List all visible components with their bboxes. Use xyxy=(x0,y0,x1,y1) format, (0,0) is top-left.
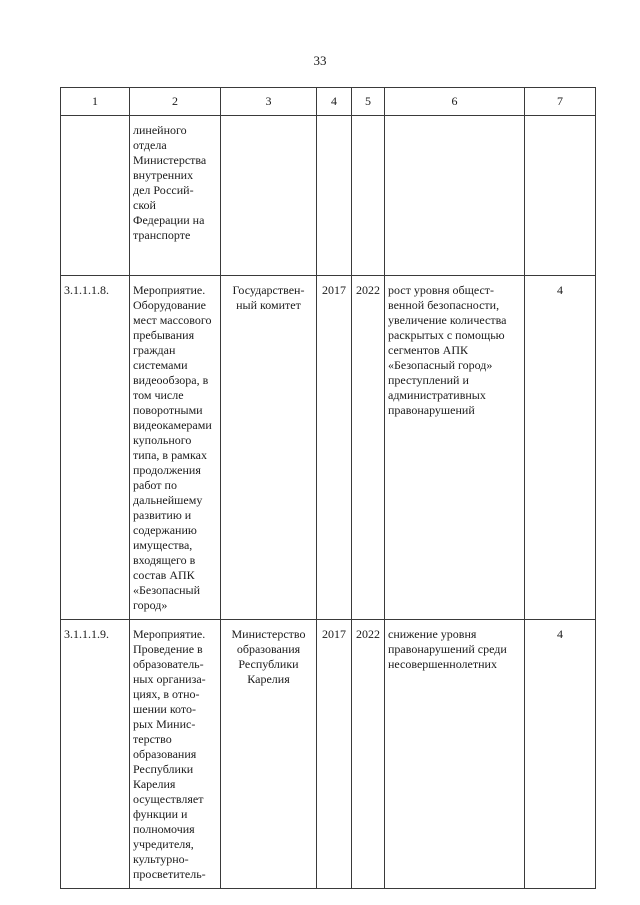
row-indicator: 4 xyxy=(525,620,596,889)
row-executor: Государствен- ный комитет xyxy=(221,276,317,620)
column-number-4: 4 xyxy=(317,88,352,116)
row-measure: Мероприятие. Оборудование мест массового пребывания граждан системами видеообзора, в том числе поворотными видеокамерами купольного типа, в рамках продолжения работ по дальнейшему развитию и содержанию имущества, входящего в состав АПК «Безопасный город» xyxy=(130,276,221,620)
row-result: рост уровня общест- венной безопасности, увеличение количества раскрытых с помощью сегментов АПК «Безопасный город» преступлений и административных правонарушений xyxy=(385,276,525,620)
row-indicator xyxy=(525,116,596,276)
column-number-row xyxy=(61,88,596,116)
row-start-year: 2017 xyxy=(317,276,352,620)
row-end-year: 2022 xyxy=(352,276,385,620)
table-row xyxy=(61,116,596,276)
table-row xyxy=(61,276,596,620)
row-start-year: 2017 xyxy=(317,620,352,889)
row-executor xyxy=(221,116,317,276)
row-result: снижение уровня правонарушений среди несовершеннолетних xyxy=(385,620,525,889)
table-row xyxy=(61,620,596,889)
page-number: 33 xyxy=(313,53,327,68)
row-end-year: 2022 xyxy=(352,620,385,889)
column-number-3: 3 xyxy=(221,88,317,116)
column-number-1: 1 xyxy=(61,88,130,116)
column-number-2: 2 xyxy=(130,88,221,116)
column-number-6: 6 xyxy=(385,88,525,116)
row-measure: Мероприятие. Проведение в образователь- ных организа- циях, в отно- шении кото- рых Минис- терство образования Республики Карелия осуществляет функции и полномочия учредителя, культурно- просветитель- xyxy=(130,620,221,889)
row-code xyxy=(61,116,130,276)
column-number-7: 7 xyxy=(525,88,596,116)
measures-table xyxy=(60,87,596,889)
column-number-5: 5 xyxy=(352,88,385,116)
row-measure: линейного отдела Министерства внутренних дел Россий- ской Федерации на транспорте xyxy=(130,116,221,276)
row-result xyxy=(385,116,525,276)
row-code: 3.1.1.1.8. xyxy=(61,276,130,620)
row-code: 3.1.1.1.9. xyxy=(61,620,130,889)
row-executor: Министерство образования Республики Карелия xyxy=(221,620,317,889)
row-end-year xyxy=(352,116,385,276)
row-start-year xyxy=(317,116,352,276)
row-indicator: 4 xyxy=(525,276,596,620)
